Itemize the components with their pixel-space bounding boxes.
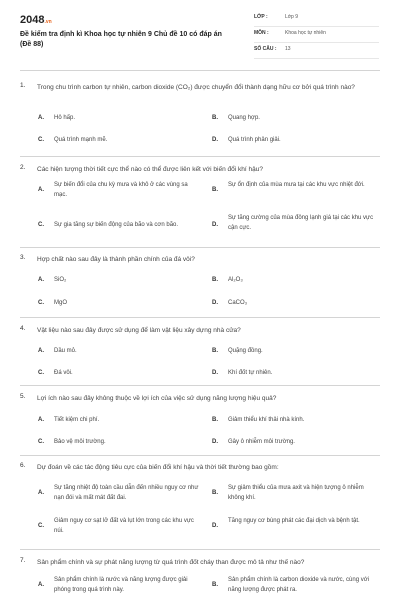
divider bbox=[20, 455, 380, 456]
site-logo[interactable]: 2048.vn bbox=[20, 14, 52, 26]
question-text: Dự đoán về các tác động tiêu cực của biến đổi khí hậu và thời tiết thường bao gồm: bbox=[37, 464, 279, 471]
question-text: Sản phẩm chính và sự phát năng lượng từ quá trình đốt cháy than được mô tả như thế nào? bbox=[37, 559, 305, 566]
question-number: 4. bbox=[20, 325, 26, 332]
meta-key: LỚP : bbox=[254, 14, 268, 20]
question-text: Các hiện tượng thời tiết cực thể nào có thể được liên kết với biến đổi khí hậu? bbox=[37, 166, 263, 173]
document-title: Đề kiểm tra định kì Khoa học tự nhiên 9 Chủ đề 10 có đáp án (Đề 88) bbox=[20, 31, 222, 48]
divider bbox=[20, 549, 380, 550]
meta-row-subject bbox=[254, 26, 379, 43]
question-number: 7. bbox=[20, 557, 26, 564]
meta-key: SỐ CÂU : bbox=[254, 46, 277, 52]
question-number: 3. bbox=[20, 254, 26, 261]
meta-value: 13 bbox=[285, 46, 291, 52]
question-text: Hợp chất nào sau đây là thành phần chính của đá vôi? bbox=[37, 256, 195, 263]
question-text: Trong chu trình carbon tự nhiên, carbon dioxide (CO₂) được chuyển đổi thành dạng hữu cơ bởi quá trình nào? bbox=[37, 84, 355, 91]
question-number: 5. bbox=[20, 393, 26, 400]
question-number: 1. bbox=[20, 82, 26, 89]
question-text: Lợi ích nào sau đây không thuộc về lợi ích của việc sử dụng năng lượng hiệu quả? bbox=[37, 395, 277, 402]
meta-value: Khoa học tự nhiên bbox=[285, 30, 326, 36]
question-number: 2. bbox=[20, 164, 26, 171]
divider bbox=[20, 156, 380, 157]
meta-row-count bbox=[254, 42, 379, 59]
divider bbox=[20, 247, 380, 248]
divider bbox=[20, 70, 380, 71]
divider bbox=[20, 317, 380, 318]
meta-key: MÔN : bbox=[254, 30, 269, 36]
document-header bbox=[0, 0, 400, 62]
document-page: 2048.vn Đề kiểm tra định kì Khoa học tự nhiên 9 Chủ đề 10 có đáp án (Đề 88) LỚP : Lớp 9 MÔN : Khoa học tự nhiên SỐ CÂU : 13 1. Trong chu trình carbon tự nhiên, carbon dioxide (CO₂) được chuyển đổi thành dạng hữu cơ bởi quá trình nào? A. Hô hấp. B. Quang hợp. C. Quá trình mạnh mẽ. D. Quá trình phân giải. 2. Các hiện tượng thời tiết cực thể nào có thể được liên kết với biến đổi khí hậu? A. Sự biến đổi của chu kỳ mưa và khô ở các vùng sa mạc. B. Sự ổn định của mùa mưa tại các khu vực nhiệt đới. C. Sự gia tăng sự biến động của bão và cơn bão. D. Sự tăng cường của mùa đông lạnh giá tại các khu vực cận cực. 3. Hợp chất nào sau đây là thành phần chính của đá vôi? A. SiO₂ B. Al₂O₃ C. MgO D. CaCO₃ 4. Vật liệu nào sau đây được sử dụng để làm vật liệu xây dựng nhà cửa? A. Dầu mỏ. B. Quặng đồng. C. Đá vôi. D. Khí đốt tự nhiên. 5. Lợi ích nào sau đây không thuộc về lợi ích của việc sử dụng năng lượng hiệu quả? A. Tiết kiệm chi phí. B. Giảm thiểu khí thải nhà kính. C. Bảo vệ môi trường. D. Gây ô nhiễm môi trường. 6. Dự đoán về các tác động tiêu cực của biến đổi khí hậu và thời tiết thường bao gồm: A. Sự tăng nhiệt độ toàn cầu dẫn đến nhiều nguy cơ như nạn đói và mất mát đất đai. B. Sự giảm thiểu của mưa axit và hiện tượng ô nhiễm không khí. C. Giảm nguy cơ sạt lở đất và lụt lớn trong các khu vực núi. D. Tăng nguy cơ bùng phát các đại dịch và bệnh tật. 7. Sản phẩm chính và sự phát năng lượng từ quá trình đốt cháy than được mô tả như thế nào? A. Sản phẩm chính là nước và năng lượng được giải phóng trong quá trình này. B. Sản phẩm chính là carbon dioxide và nước, cùng với năng lượng được phát ra. bbox=[0, 0, 400, 600]
meta-value: Lớp 9 bbox=[285, 14, 299, 20]
divider bbox=[20, 385, 380, 386]
meta-row-grade bbox=[254, 10, 379, 27]
question-number: 6. bbox=[20, 462, 26, 469]
question-text: Vật liệu nào sau đây được sử dụng để làm vật liệu xây dựng nhà cửa? bbox=[37, 327, 241, 334]
